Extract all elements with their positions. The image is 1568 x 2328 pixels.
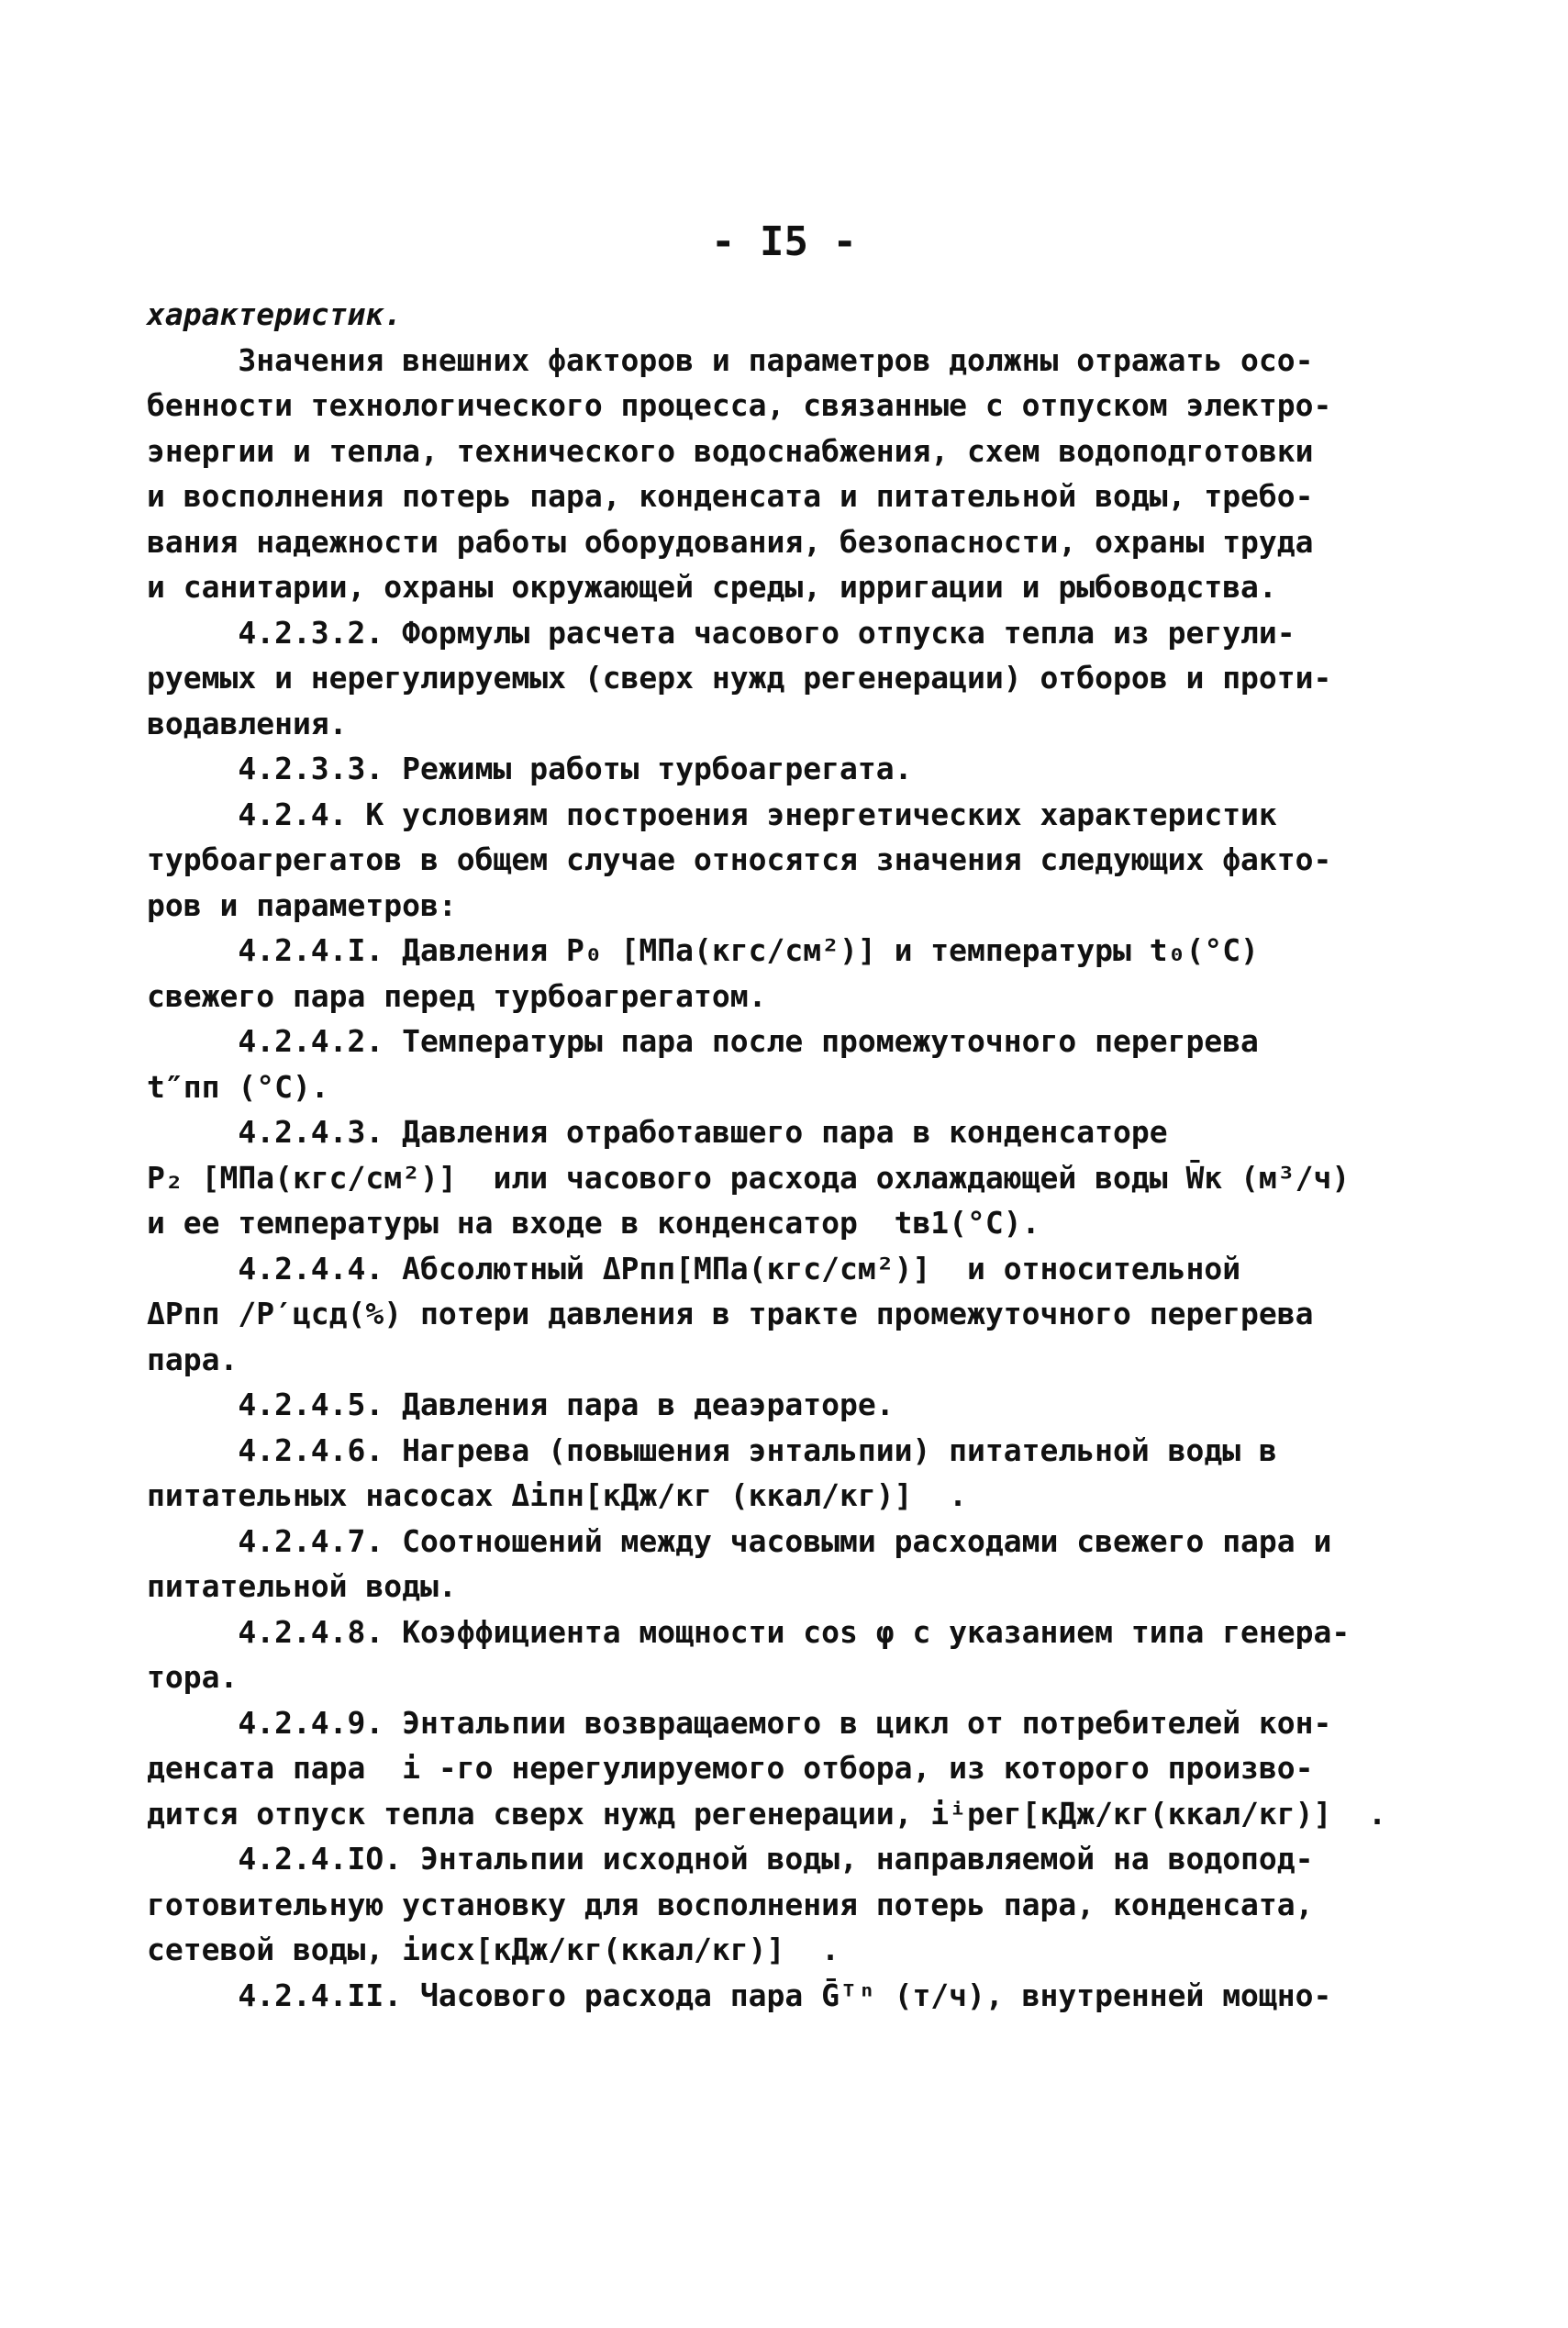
text-line: дится отпуск тепла сверх нужд регенерации, iⁱрег[кДж/кг(ккал/кг)] . <box>147 1795 1387 1832</box>
page-number: - I5 - <box>711 218 857 265</box>
text-line: пара. <box>147 1341 239 1377</box>
text-line: денсата пара i -го нерегулируемого отбора, из которого произво- <box>147 1750 1314 1786</box>
text-line: питательных насосах Δiпн[кДж/кг (ккал/кг)] . <box>147 1477 968 1513</box>
text-line: питательной воды. <box>147 1568 457 1604</box>
text-line: ров и параметров: <box>147 886 457 923</box>
text-line: 4.2.4. К условиям построения энергетических характеристик <box>147 796 1277 832</box>
text-line: сетевой воды, iисх[кДж/кг(ккал/кг)] . <box>147 1932 840 1967</box>
text-line: 4.2.4.IO. Энтальпии исходной воды, направляемой на водопод- <box>147 1841 1314 1877</box>
text-line: 4.2.4.I. Давления P₀ [МПа(кгс/см²)] и температуры t₀(°C) <box>147 932 1259 968</box>
text-line: готовительную установку для восполнения потерь пара, конденсата, <box>147 1886 1314 1922</box>
text-line: 4.2.4.4. Абсолютный ΔPпп[МПа(кгс/см²)] и относительной <box>147 1250 1241 1287</box>
text-line: Значения внешних факторов и параметров должны отражать осо- <box>147 341 1314 378</box>
text-line: тора. <box>147 1659 239 1695</box>
text-line: 4.2.3.2. Формулы расчета часового отпуска тепла из регули- <box>147 614 1296 651</box>
text-line: 4.2.4.II. Часового расхода пара Ḡᵀⁿ (т/ч), внутренней мощно- <box>147 1977 1332 2013</box>
text-line: 4.2.3.3. Режимы работы турбоагрегата. <box>147 751 913 786</box>
text-line: и санитарии, охраны окружающей среды, ирригации и рыбоводства. <box>147 569 1277 605</box>
text-line: характеристик. <box>147 296 403 332</box>
text-line: 4.2.4.7. Соотношений между часовыми расходами свежего пара и <box>147 1522 1332 1559</box>
text-line: энергии и тепла, технического водоснабжения, схем водоподготовки <box>147 432 1314 469</box>
text-line: 4.2.4.3. Давления отработавшего пара в конденсаторе <box>147 1114 1168 1150</box>
text-line: и восполнения потерь пара, конденсата и питательной воды, требо- <box>147 478 1314 514</box>
text-line: t″пп (°C). <box>147 1068 329 1105</box>
text-line: 4.2.4.6. Нагрева (повышения энтальпии) питательной воды в <box>147 1431 1277 1468</box>
text-line: 4.2.4.8. Коэффициента мощности cos φ с указанием типа генера- <box>147 1613 1351 1650</box>
text-line: бенности технологического процесса, связанные с отпуском электро- <box>147 387 1332 423</box>
text-line: турбоагрегатов в общем случае относятся значения следующих факто- <box>147 841 1332 877</box>
text-line: 4.2.4.2. Температуры пара после промежуточного перегрева <box>147 1023 1259 1059</box>
text-line: 4.2.4.9. Энтальпии возвращаемого в цикл от потребителей кон- <box>147 1704 1332 1741</box>
text-line: вания надежности работы оборудования, безопасности, охраны труда <box>147 523 1314 560</box>
text-line: свежего пара перед турбоагрегатом. <box>147 977 767 1014</box>
text-line: ΔPпп /P′цсд(%) потери давления в тракте промежуточного перегрева <box>147 1296 1314 1331</box>
text-line: и ее температуры на входе в конденсатор tв1(°C). <box>147 1205 1040 1241</box>
text-line: P₂ [МПа(кгс/см²)] или часового расхода охлаждающей воды W̄к (м³/ч) <box>147 1159 1351 1196</box>
text-line: руемых и нерегулируемых (сверх нужд регенерации) отборов и проти- <box>147 660 1332 696</box>
text-line: 4.2.4.5. Давления пара в деаэраторе. <box>147 1387 895 1422</box>
text-line: водавления. <box>147 705 348 741</box>
